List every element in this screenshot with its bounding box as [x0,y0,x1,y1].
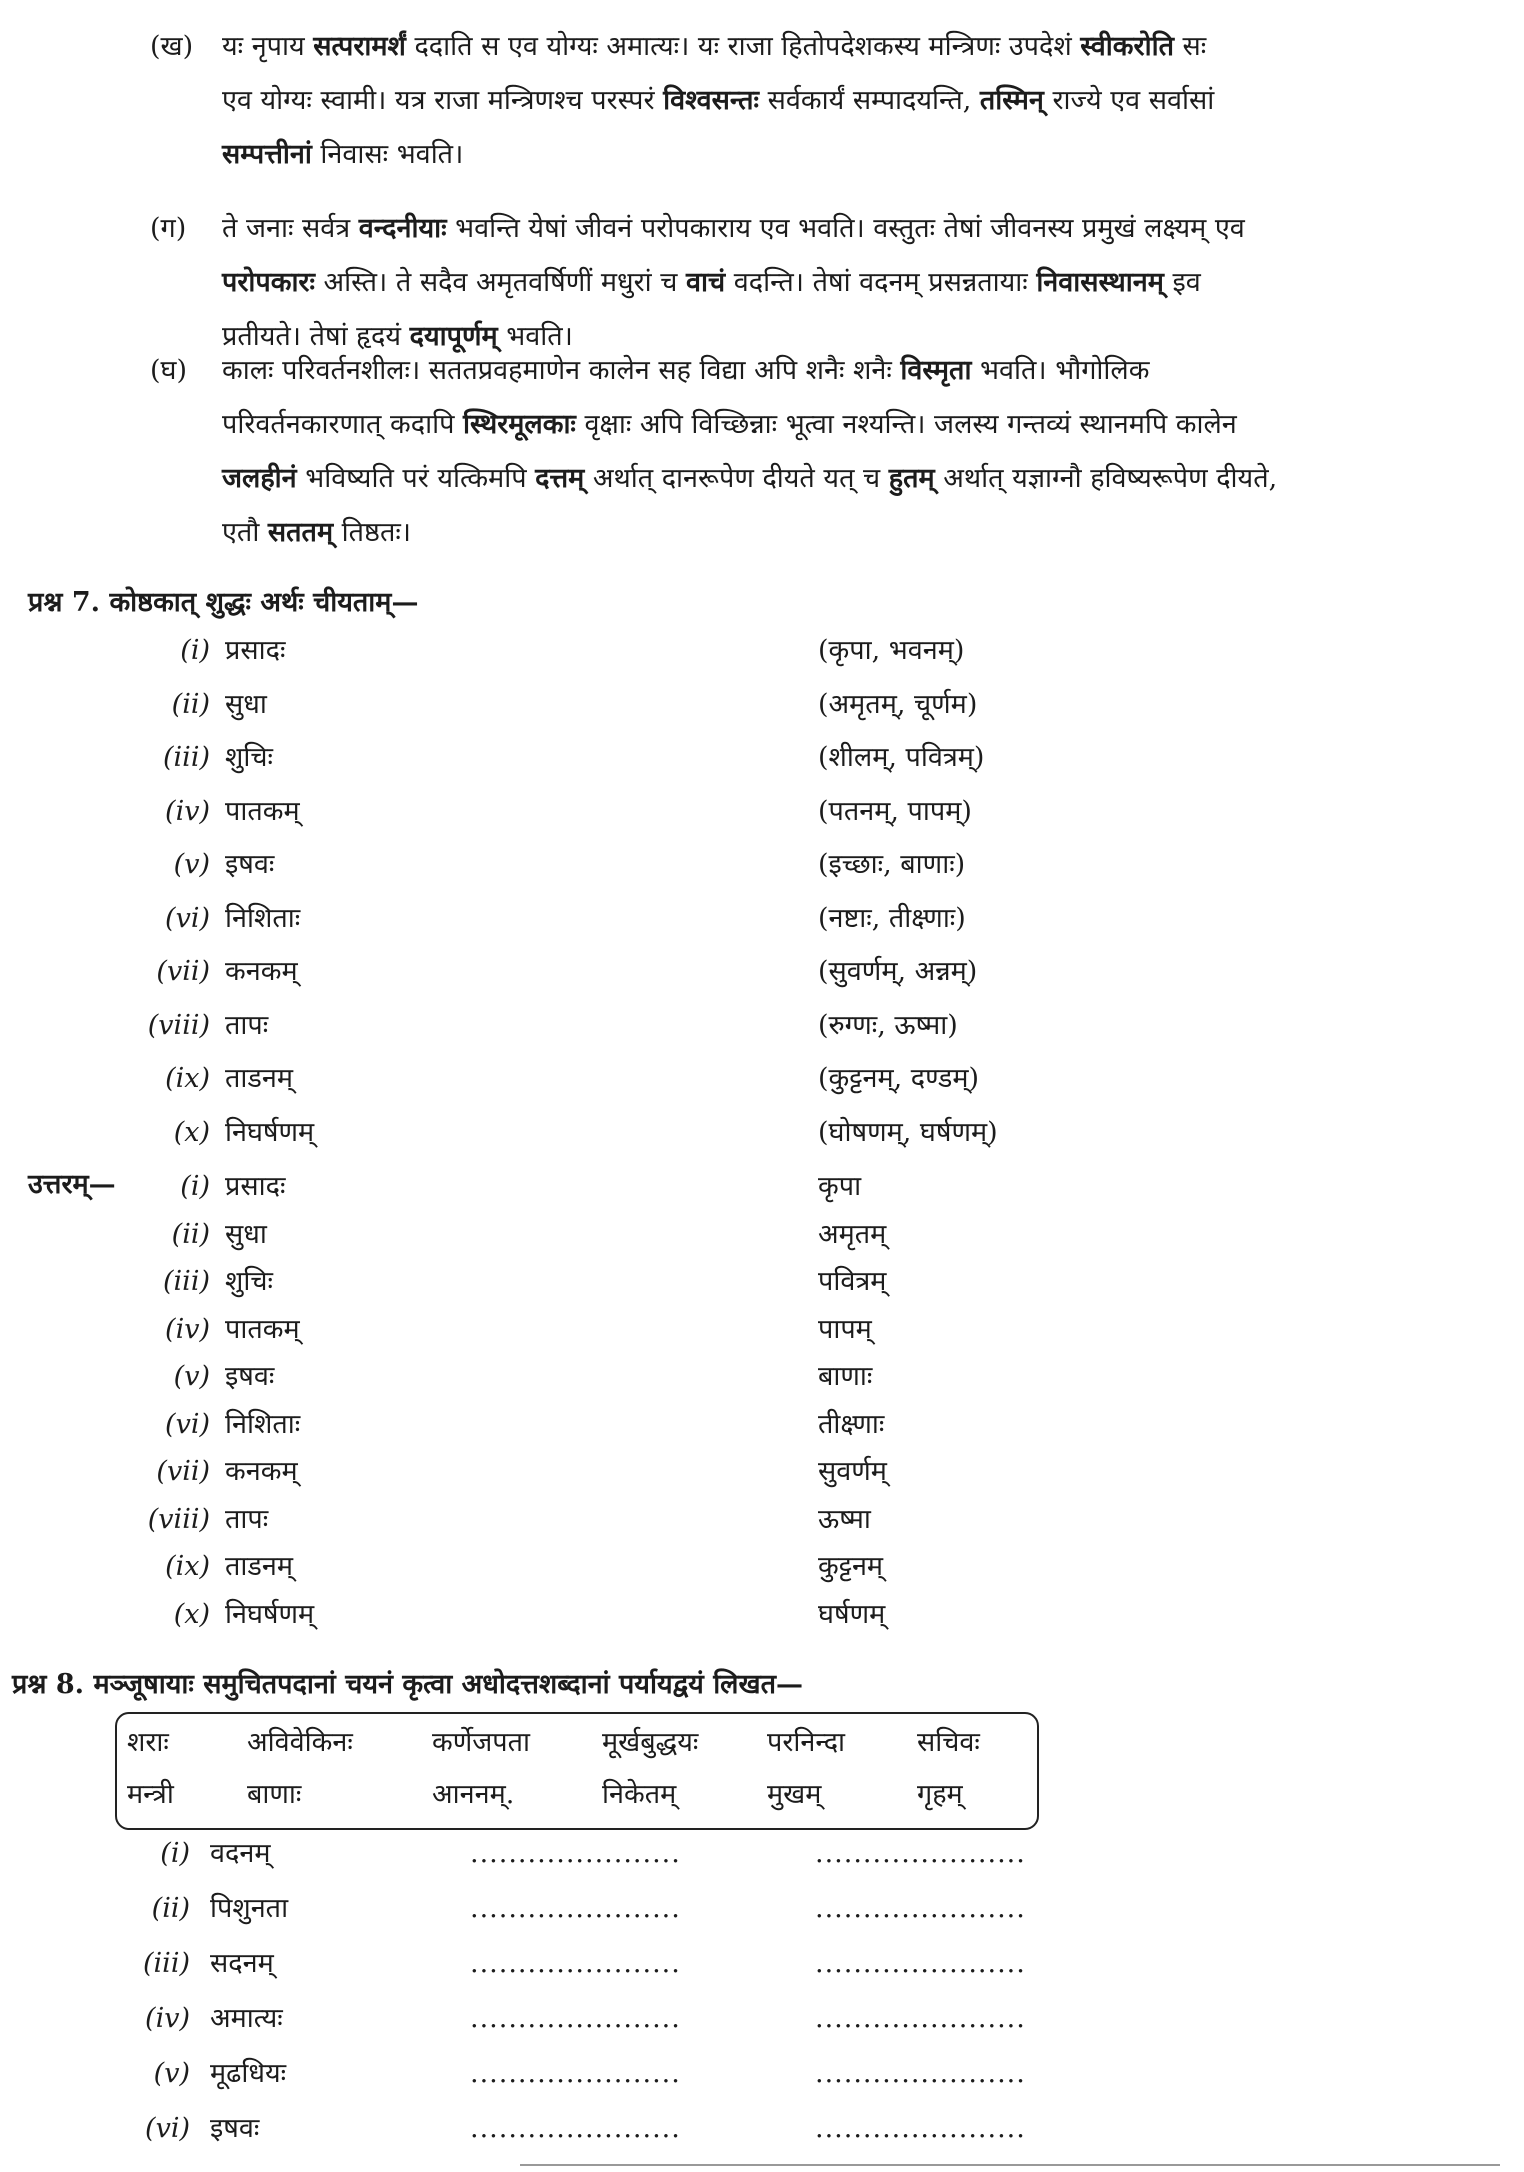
item-word: इषवः [210,2113,260,2144]
passage-text: वृक्षाः अपि विच्छिन्नाः भूत्वा नश्यन्ति। जलस्य गन्तव्यं स्थानमपि कालेन [575,409,1237,440]
answer-blank: ...................... [470,1893,681,1924]
answer-meaning: अमृतम् [818,1218,887,1250]
answer-number: (ix) [165,1551,210,1582]
answer-blank: ...................... [470,1948,681,1979]
item-options: (शीलम्, पवित्रम्) [818,742,985,773]
box-word: आननम्. [432,1779,515,1810]
box-word: मन्त्री [127,1779,174,1810]
item-word: अमात्यः [210,2003,283,2034]
passage-line [222,398,1237,452]
answer-blank: ...................... [815,2113,1026,2144]
item-options: (घोषणम्, घर्षणम्) [818,1116,998,1148]
item-word: मूढधियः [210,2058,287,2089]
item-number: (viii) [147,1009,210,1041]
answer-blank: ...................... [815,1893,1026,1924]
item-number: (i) [180,635,210,666]
word-box [115,1712,1039,1830]
item-number: (ix) [165,1063,210,1094]
answer-number: (iii) [163,1266,210,1297]
answer-number: (vii) [156,1456,210,1487]
passage-block [150,20,1480,182]
q7-answer-row [0,1398,1524,1452]
passage-line [222,74,1214,128]
answer-word: ताडनम् [225,1551,293,1582]
passage-text: भविष्यति परं यत्किमपि [296,463,536,494]
item-word: प्रसादः [225,635,286,666]
item-number: (ii) [171,688,210,720]
answer-meaning: कृपा [818,1171,862,1202]
passage-text: अस्ति। ते सदैव अमृतवर्षिणीं मधुरां च [314,267,686,298]
q7-item-row [0,624,1524,678]
item-word: सुधा [225,688,267,720]
bold-term: वन्दनीयाः [358,213,447,244]
passage-text: इव [1163,267,1201,298]
item-number: (iv) [165,795,210,827]
box-word: बाणाः [247,1779,302,1810]
bold-term: परोपकारः [222,267,315,298]
passage-text: भवति। भौगोलिक [971,355,1150,386]
q8-item-row [0,1826,1524,1882]
passage-line [222,452,1277,506]
bold-term: सत्परामर्शं [313,31,406,62]
q7-answer-row [0,1255,1524,1309]
item-word: इषवः [225,849,275,880]
item-word: तापः [225,1009,269,1041]
item-word: निशिताः [225,902,301,934]
item-options: (रुग्णः, ऊष्मा) [818,1009,958,1041]
item-number: (iii) [143,1948,190,1979]
q8-item-row [0,1991,1524,2047]
passage-text: कालः परिवर्तनशीलः। सततप्रवहमाणेन कालेन सह विद्या अपि शनैः शनैः [222,355,901,386]
item-number: (vii) [156,956,210,987]
answer-word: निघर्षणम् [225,1598,315,1630]
q7-item-row [0,945,1524,999]
q8-item-row [0,2101,1524,2157]
item-options: (कुट्टनम्, दण्डम्) [818,1063,980,1094]
passage-text: अर्थात् दानरूपेण दीयते यत् च [584,463,889,494]
item-options: (अमृतम्, चूर्णम) [818,688,978,720]
passage-block [150,202,1480,364]
item-number: (v) [153,2058,190,2089]
answer-meaning: तीक्ष्णाः [818,1408,885,1440]
q7-item-row [0,1106,1524,1160]
answer-number: (x) [173,1598,210,1630]
answer-meaning: बाणाः [818,1361,873,1392]
bold-term: जलहीनं [222,463,297,494]
item-number: (ii) [151,1893,190,1924]
answer-blank: ...................... [815,1838,1026,1869]
answer-number: (ii) [171,1218,210,1250]
answer-blank: ...................... [470,2003,681,2034]
box-word: सचिवः [917,1727,980,1758]
answer-word: पातकम् [225,1313,300,1345]
q7-answer-row [0,1493,1524,1547]
box-word: अविवेकिनः [247,1727,353,1758]
answer-meaning: सुवर्णम् [818,1456,887,1487]
answer-meaning: पवित्रम् [818,1266,887,1297]
item-options: (इच्छाः, बाणाः) [818,849,966,880]
q7-item-row [0,838,1524,892]
answer-word: सुधा [225,1218,267,1250]
item-word: वदनम् [210,1838,271,1869]
passage-text: एव योग्यः स्वामी। यत्र राजा मन्त्रिणश्च परस्परं [222,85,664,116]
item-options: (पतनम्, पापम्) [818,795,972,827]
q7-item-row [0,785,1524,839]
item-word: शुचिः [225,742,273,773]
item-number: (i) [160,1838,190,1869]
answer-word: शुचिः [225,1266,273,1297]
answer-meaning: कुट्टनम् [818,1551,884,1582]
answer-label: उत्तरम्— [28,1169,116,1200]
box-word: मूर्खबुद्धयः [602,1727,699,1758]
passage-text: परिवर्तनकारणात् कदापि [222,409,463,440]
answer-blank: ...................... [470,2113,681,2144]
answer-number: (i) [180,1171,210,1202]
answer-word: तापः [225,1503,269,1535]
passage-marker: (ख) [150,31,194,62]
item-number: (v) [173,849,210,880]
answer-blank: ...................... [470,1838,681,1869]
item-word: ताडनम् [225,1063,293,1094]
bold-term: तस्मिन् [979,85,1044,116]
box-word: मुखम् [767,1779,822,1810]
item-options: (सुवर्णम्, अन्नम्) [818,956,978,987]
box-word: निकेतम् [602,1779,677,1810]
passage-text: प्रतीयते। तेषां हृदयं [222,321,410,352]
passage-text: यः नृपाय [222,31,314,62]
bold-term: दयापूर्णम् [409,321,498,352]
answer-blank: ...................... [815,1948,1026,1979]
item-word: पिशुनता [210,1893,289,1924]
passage-text: भवन्ति येषां जीवनं परोपकाराय एव भवति। वस्तुतः तेषां जीवनस्य प्रमुखं लक्ष्यम् एव [446,213,1245,244]
q7-item-row [0,1052,1524,1106]
q7-answer-row [0,1303,1524,1357]
answer-meaning: ऊष्मा [818,1503,871,1535]
passage-block [150,344,1480,560]
item-word: पातकम् [225,795,300,827]
box-word: परनिन्दा [767,1727,846,1758]
q7-item-row [0,678,1524,732]
passage-line [222,344,1149,398]
q7-item-row [0,892,1524,946]
q7-answer-row [0,1540,1524,1594]
q7-answer-row [0,1160,1524,1214]
passage-line [222,506,411,560]
item-number: (iii) [163,742,210,773]
bold-term: स्थिरमूलकाः [463,409,576,440]
answer-word: इषवः [225,1361,275,1392]
item-number: (vi) [165,902,210,934]
answer-word: निशिताः [225,1408,301,1440]
answer-number: (v) [173,1361,210,1392]
q7-answer-row [0,1445,1524,1499]
q7-item-row [0,999,1524,1053]
bold-term: वाचं [685,267,726,298]
bold-term: विश्वसन्तः [663,85,760,116]
q7-answer-row [0,1208,1524,1262]
item-number: (iv) [145,2003,190,2034]
passage-line [222,20,1206,74]
passage-text: भवति। [497,321,573,352]
question-7-heading: प्रश्न 7. कोष्ठकात् शुद्धः अर्थः चीयताम्— [28,587,419,618]
bold-term: स्वीकरोति [1080,31,1174,62]
box-word: शराः [127,1727,169,1758]
passage-line [222,128,463,182]
bold-term: विस्मृता [900,355,972,386]
passage-text: राज्ये एव सर्वासां [1043,85,1215,116]
answer-number: (viii) [147,1503,210,1535]
q8-item-row [0,2046,1524,2102]
passage-line [222,202,1245,256]
box-word: कर्णेजपता [432,1727,531,1758]
q8-item-row [0,1936,1524,1992]
answer-meaning: पापम् [818,1313,872,1345]
answer-number: (iv) [165,1313,210,1345]
passage-text: सः [1173,31,1207,62]
passage-marker: (घ) [150,355,188,386]
q7-answer-row [0,1350,1524,1404]
passage-text: ते जनाः सर्वत्र [222,213,359,244]
passage-marker: (ग) [150,213,187,244]
passage-text: सर्वकार्यं सम्पादयन्ति, [759,85,980,116]
bold-term: दत्तम् [535,463,585,494]
answer-blank: ...................... [815,2003,1026,2034]
passage-line [222,256,1201,310]
answer-word: प्रसादः [225,1171,286,1202]
item-word: सदनम् [210,1948,274,1979]
item-number: (x) [173,1116,210,1148]
q8-item-row [0,1881,1524,1937]
item-options: (कृपा, भवनम्) [818,635,965,666]
item-word: कनकम् [225,956,298,987]
passage-text: वदन्ति। तेषां वदनम् प्रसन्नतायाः [725,267,1037,298]
item-word: निघर्षणम् [225,1116,315,1148]
answer-meaning: घर्षणम् [818,1598,886,1630]
question-8-heading: प्रश्न 8. मञ्जूषायाः समुचितपदानां चयनं कृत्वा अधोदत्तशब्दानां पर्यायद्वयं लिखत— [12,1669,803,1700]
bold-term: सम्पत्तीनां [222,139,312,170]
box-word: गृहम् [917,1779,963,1810]
answer-number: (vi) [165,1408,210,1440]
q7-item-row [0,731,1524,785]
bold-term: निवासस्थानम् [1036,267,1164,298]
passage-text: निवासः भवति। [311,139,464,170]
bold-term: हुतम् [888,463,935,494]
answer-blank: ...................... [815,2058,1026,2089]
item-options: (नष्टाः, तीक्ष्णाः) [818,902,966,934]
passage-text: ददाति स एव योग्यः अमात्यः। यः राजा हितोपदेशकस्य मन्त्रिणः उपदेशं [405,31,1081,62]
bold-term: सततम् [267,517,334,548]
answer-blank: ...................... [470,2058,681,2089]
item-number: (vi) [145,2113,190,2144]
passage-text: तिष्ठतः। [333,517,412,548]
passage-text: अर्थात् यज्ञाग्नौ हविष्यरूपेण दीयते, [934,463,1278,494]
page-bottom-rule [520,2164,1500,2166]
answer-word: कनकम् [225,1456,298,1487]
passage-text: एतौ [222,517,268,548]
q7-answer-row [0,1588,1524,1642]
